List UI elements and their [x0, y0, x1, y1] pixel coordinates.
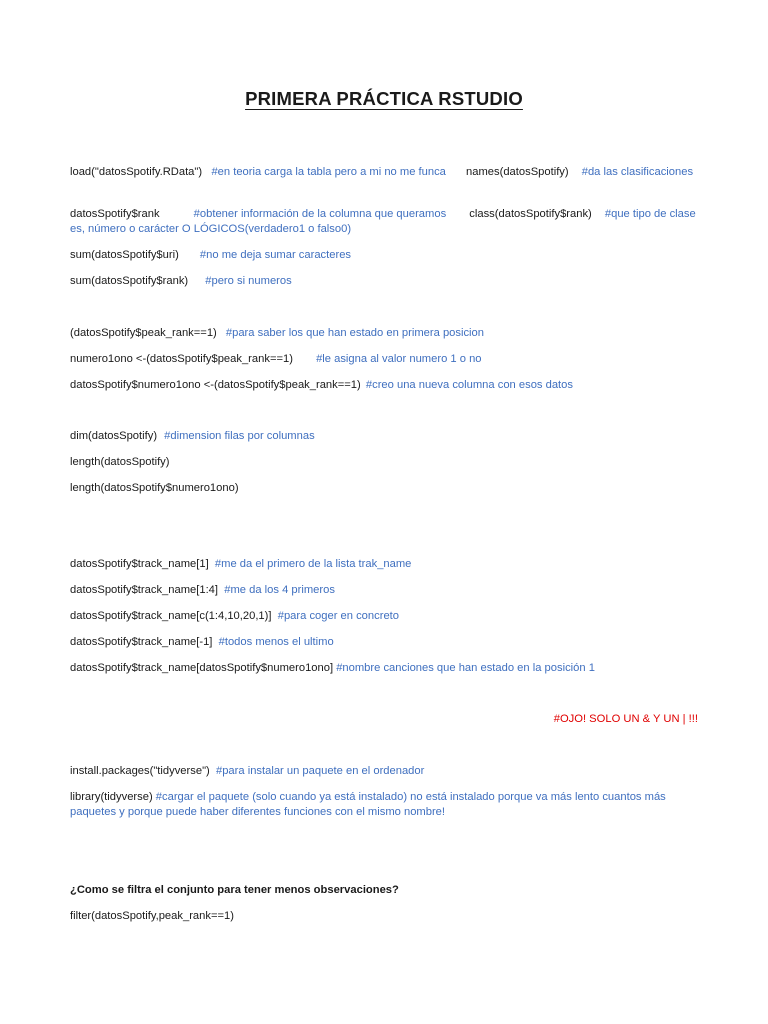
comment-text: #para saber los que han estado en primera posicion	[225, 327, 484, 339]
code-text: dim(datosSpotify)	[70, 430, 158, 442]
code-text: length(datosSpotify)	[70, 456, 170, 468]
code-text: class(datosSpotify$rank)	[469, 208, 592, 220]
comment-text: #nombre canciones que han estado en la posición 1	[336, 662, 595, 674]
code-line	[70, 274, 700, 289]
warning-note: #OJO! SOLO UN & Y UN | !!!	[553, 713, 698, 725]
comment-text: #que tipo de clase es, número o carácter O LÓGICOS(verdadero1 o falso0)	[70, 208, 696, 235]
comment-text: #pero si numeros	[205, 275, 292, 287]
comment-text: #no me deja sumar caracteres	[199, 249, 352, 261]
code-text: length(datosSpotify$numero1ono)	[70, 482, 239, 494]
code-line	[70, 609, 700, 624]
code-line	[70, 635, 700, 650]
code-line	[70, 207, 700, 237]
page-title-text: PRIMERA PRÁCTICA RSTUDIO	[245, 88, 523, 109]
code-line	[70, 165, 700, 180]
code-text: datosSpotify$track_name[c(1:4,10,20,1)]	[70, 610, 272, 622]
comment-text: #dimension filas por columnas	[164, 430, 315, 442]
comment-text: #me da los 4 primeros	[224, 584, 335, 596]
code-line	[70, 481, 700, 496]
code-text: datosSpotify$track_name[1:4]	[70, 584, 219, 596]
code-line	[70, 378, 700, 393]
code-text: numero1ono <-(datosSpotify$peak_rank==1)	[70, 353, 293, 365]
comment-text: #todos menos el ultimo	[218, 636, 334, 648]
code-line	[70, 909, 700, 924]
comment-text: #en teoria carga la tabla pero a mi no me funca	[211, 166, 446, 178]
section-question: ¿Como se filtra el conjunto para tener menos observaciones?	[70, 884, 399, 896]
code-line	[70, 429, 700, 444]
code-text: datosSpotify$numero1ono <-(datosSpotify$peak_rank==1)	[70, 379, 361, 391]
code-line	[70, 352, 700, 367]
code-line	[70, 790, 700, 820]
comment-text: #obtener información de la columna que queramos	[193, 208, 447, 220]
comment-text: #me da el primero de la lista trak_name	[214, 558, 412, 570]
code-text: sum(datosSpotify$uri)	[70, 249, 179, 261]
code-text: library(tidyverse)	[70, 791, 153, 803]
code-text: names(datosSpotify)	[466, 166, 569, 178]
comment-text: #da las clasificaciones	[581, 166, 694, 178]
code-line	[70, 248, 700, 263]
code-text: filter(datosSpotify,peak_rank==1)	[70, 910, 234, 922]
page-title	[0, 88, 768, 110]
code-text: sum(datosSpotify$rank)	[70, 275, 189, 287]
code-line	[70, 455, 700, 470]
comment-text: #le asigna al valor numero 1 o no	[316, 353, 482, 365]
code-text: datosSpotify$track_name[1]	[70, 558, 209, 570]
comment-text: #para coger en concreto	[277, 610, 399, 622]
code-text: (datosSpotify$peak_rank==1)	[70, 327, 217, 339]
code-text: datosSpotify$rank	[70, 208, 160, 220]
comment-text: #creo una nueva columna con esos datos	[365, 379, 573, 391]
code-line	[70, 661, 700, 676]
code-line	[70, 583, 700, 598]
code-text: install.packages("tidyverse")	[70, 765, 210, 777]
code-text: datosSpotify$track_name[-1]	[70, 636, 213, 648]
comment-text: #cargar el paquete (solo cuando ya está instalado) no está instalado porque va más lento cuantos más paquetes y porque puede haber diferentes funciones con el mismo nombre!	[70, 791, 666, 818]
comment-text: #para instalar un paquete en el ordenador	[215, 765, 425, 777]
code-text: datosSpotify$track_name[datosSpotify$numero1ono]	[70, 662, 334, 674]
code-line	[70, 764, 700, 779]
code-line	[70, 557, 700, 572]
code-text: load("datosSpotify.RData")	[70, 166, 203, 178]
code-line	[70, 326, 700, 341]
